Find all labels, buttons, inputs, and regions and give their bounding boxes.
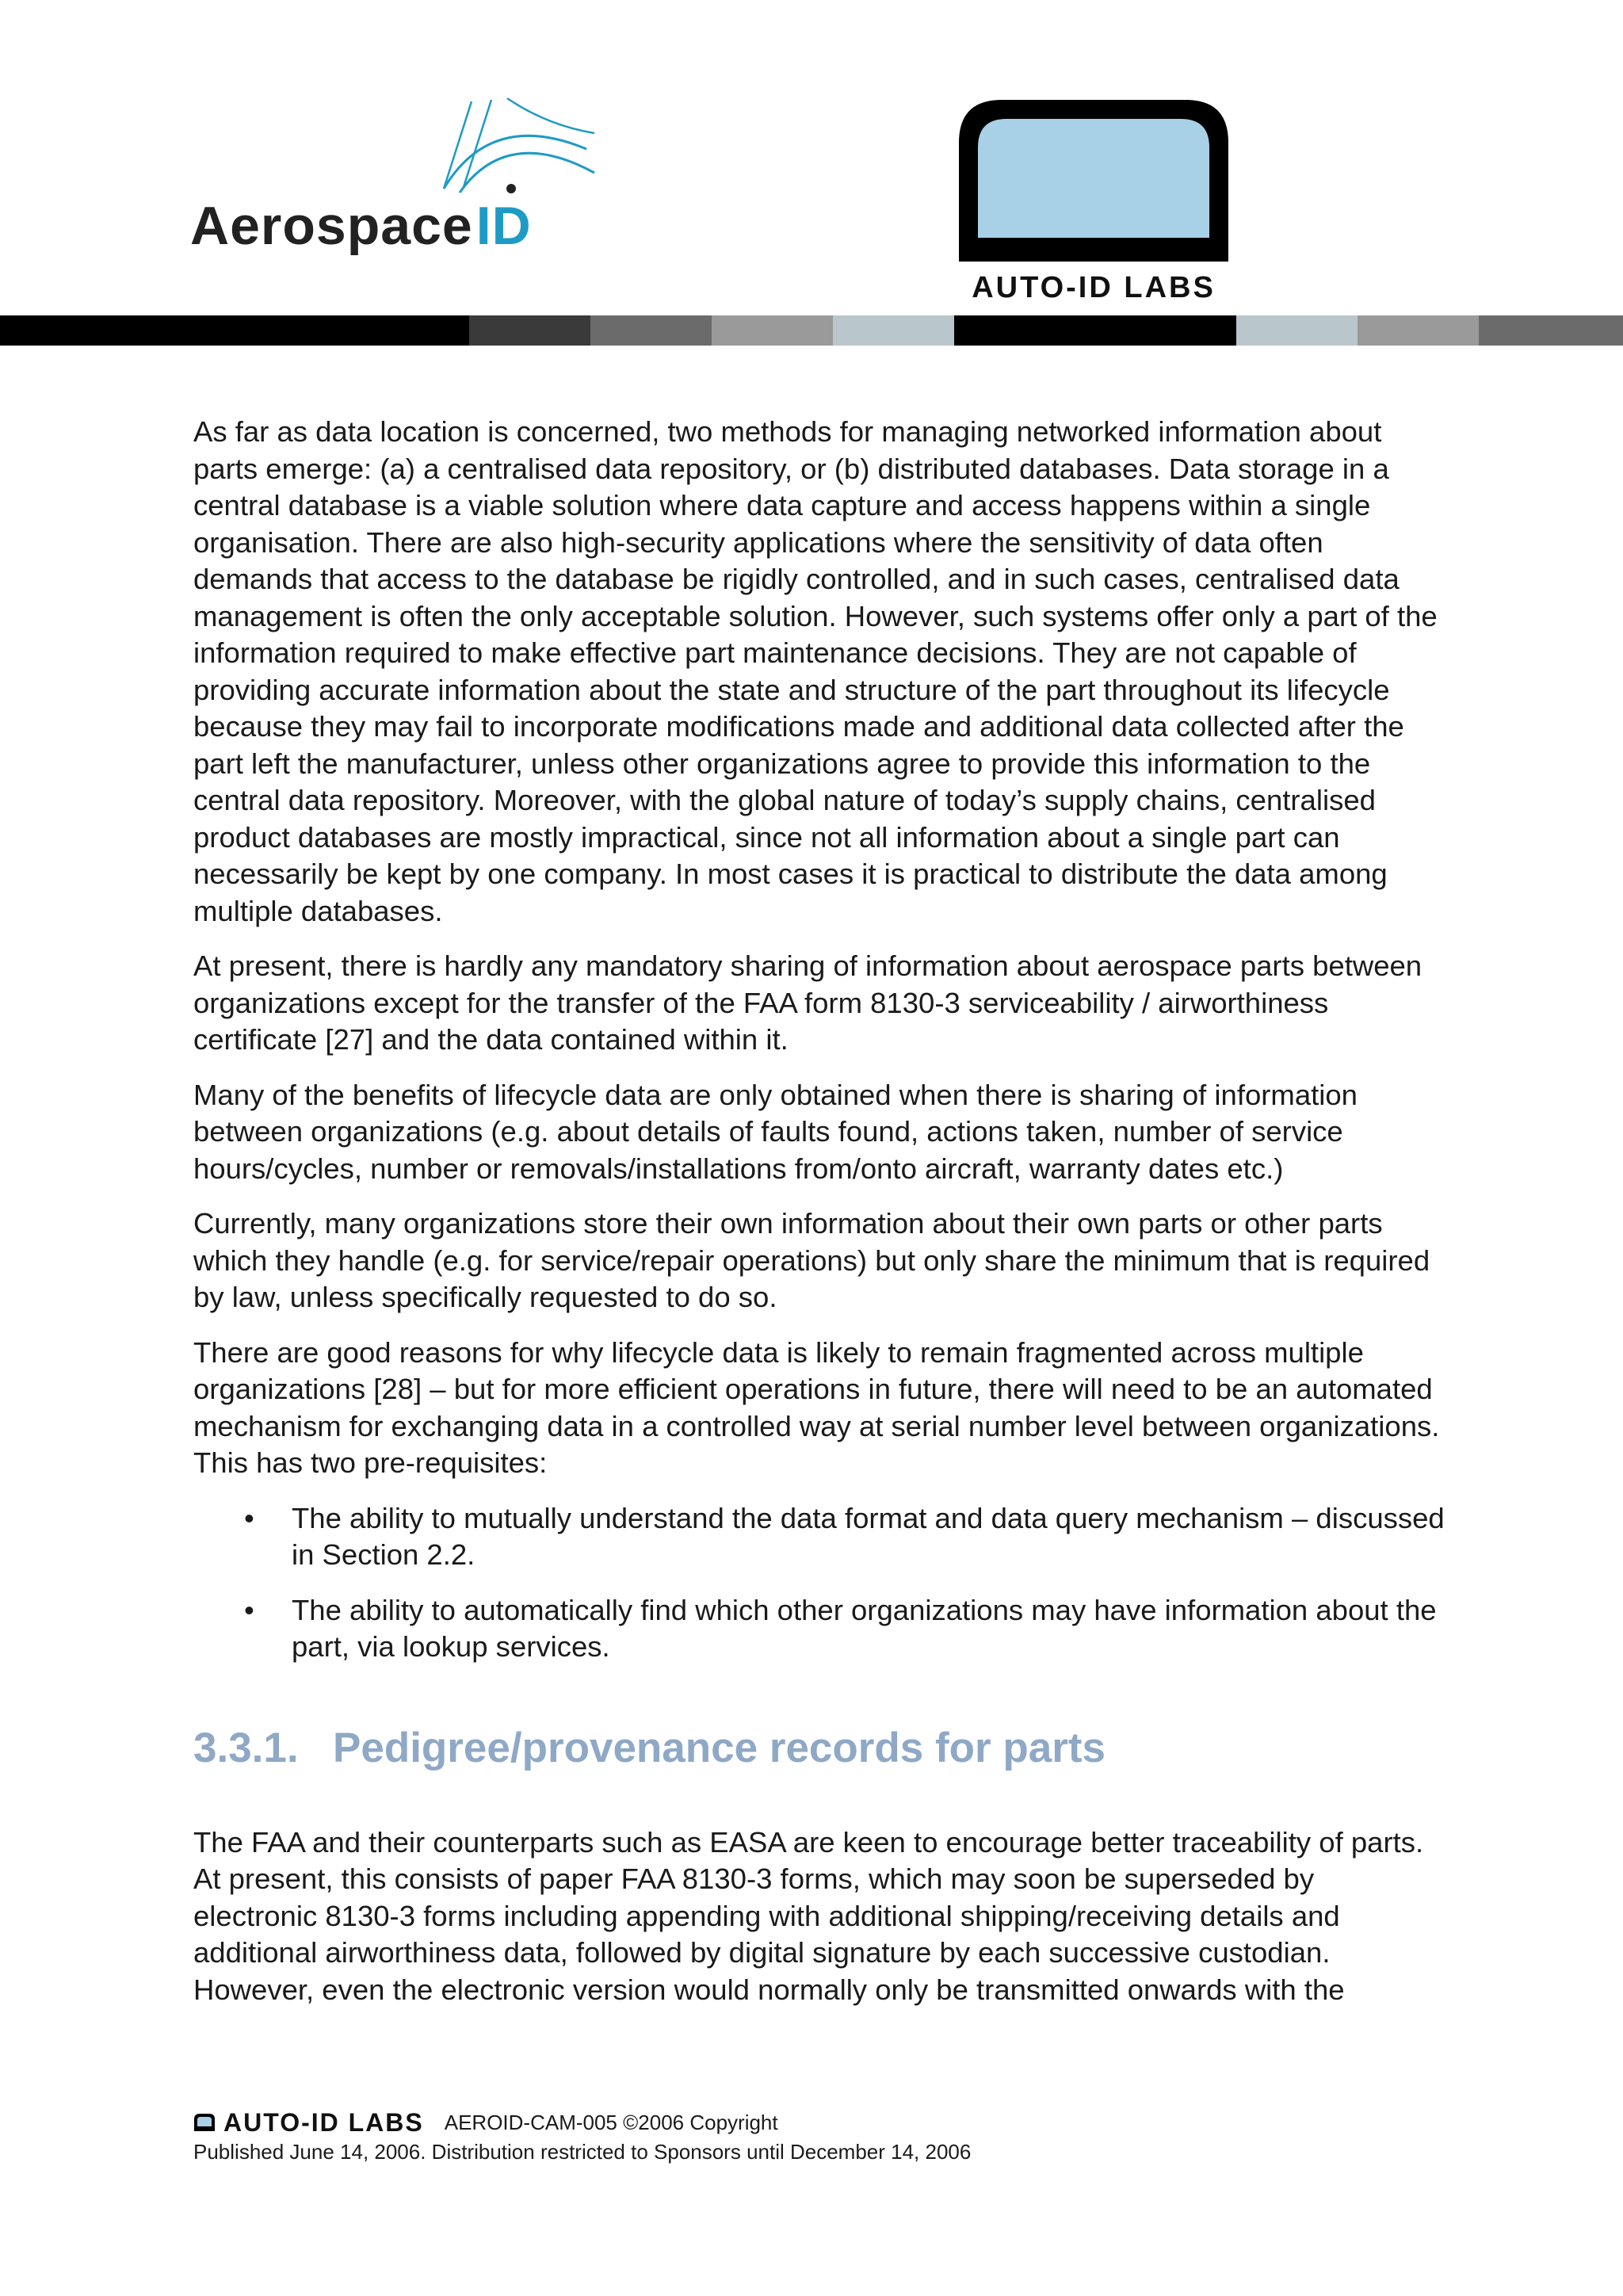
body-paragraph: As far as data location is concerned, two methods for managing networked information about parts emerge: (a) a centralised data repository, or (b) distributed databases. Data storage in a central database is a viable solution where data capture and access happens within a single organisation. There are also high-security applications where the sensitivity of data often demands that access to the database be rigidly controlled, and in such cases, centralised data management is often the only acceptable solution. However, such systems offer only a part of the information required to make effective part maintenance decisions. They are not capable of providing accurate information about the state and structure of the part throughout its lifecycle because they may fail to incorporate modifications made and additional data collected after the part left the manufacturer, unless other organizations agree to provide this information to the central data repository. Moreover, with the global nature of today’s supply chains, centralised product databases are mostly impractical, since not all information about a single part can necessarily be kept by one company. In most cases it is practical to distribute the data among multiple databases. [193,415,1438,927]
stripe-segment [1236,315,1358,346]
section-title: Pedigree/provenance records for parts [333,1724,1106,1771]
stripe-segment [590,315,712,346]
prerequisite-list [193,1500,1445,1666]
auto-id-small-icon [193,2113,216,2132]
footer-published: Published June 14, 2006. Distribution restricted to Sponsors until December 14, 2006 [193,2140,972,2164]
stripe-segment [1479,315,1623,346]
logo-name: Aerospace [190,196,473,256]
stripe-segment [1358,315,1479,346]
list-item-text: The ability to automatically find which other organizations may have information about the part, via lookup services. [292,1593,1437,1663]
stripe-segment [712,315,833,346]
section-paragraph: The FAA and their counterparts such as EASA are keen to encourage better traceability of parts. At present, this consists of paper FAA 8130-3 forms, which may soon be superseded by electronic 8130-3 forms including appending with additional shipping/receiving details and additional airworthiness data, followed by digital signature by each successive custodian. However, even the electronic version would normally only be transmitted onwards with the [193,1825,1424,2006]
logo-accent: ID [475,196,532,256]
footer-brand: AUTO-ID LABS [223,2107,424,2137]
stripe-segment [954,315,1236,346]
bullet-icon: • [244,1593,254,1626]
stripe-segment [0,315,469,346]
main-content [193,414,1445,2027]
list-item [193,1592,1445,1666]
body-paragraph: There are good reasons for why lifecycle data is likely to remain fragmented across multiple organizations [28] – but for more efficient operations in future, there will need to be an automated mechanism for exchanging data in a controlled way at serial number level between organizations. This has two pre-requisites: [193,1335,1440,1479]
body-paragraph: Currently, many organizations store their own information about their own parts or other parts which they handle (e.g. for service/repair operations) but only share the minimum that is required by law, unless specifically requested to do so. [193,1207,1430,1313]
bullet-icon: • [244,1501,254,1534]
auto-id-window-icon [951,95,1236,266]
aerospace-id-wordmark [190,195,532,257]
orbit-arcs-icon [428,94,602,197]
header-color-stripe [0,315,1623,346]
section-number: 3.3.1. [193,1724,299,1771]
stripe-segment [833,315,954,346]
stripe-segment [469,315,590,346]
auto-id-labs-wordmark: AUTO-ID LABS [972,271,1216,304]
list-item [193,1500,1445,1574]
footer-line [193,2107,1461,2138]
footer-copyright: AEROID-CAM-005 ©2006 Copyright [444,2110,778,2134]
auto-id-labs-logo [951,95,1236,309]
body-paragraph: At present, there is hardly any mandatory sharing of information about aerospace parts between organizations except for the transfer of the FAA form 8130-3 serviceability / airworthiness certificate [27] and the data contained within it. [193,949,1423,1056]
page-footer [193,2107,1461,2164]
body-paragraph: Many of the benefits of lifecycle data are only obtained when there is sharing of information between organizations (e.g. about details of faults found, actions taken, number of service hours/cycles, number or removals/installations from/onto aircraft, warranty dates etc.) [193,1078,1358,1185]
section-heading [193,1723,1445,1774]
list-item-text: The ability to mutually understand the data format and data query mechanism – discussed in Section 2.2. [292,1501,1445,1571]
page-header [0,0,1623,349]
aerospace-id-logo [190,94,602,268]
